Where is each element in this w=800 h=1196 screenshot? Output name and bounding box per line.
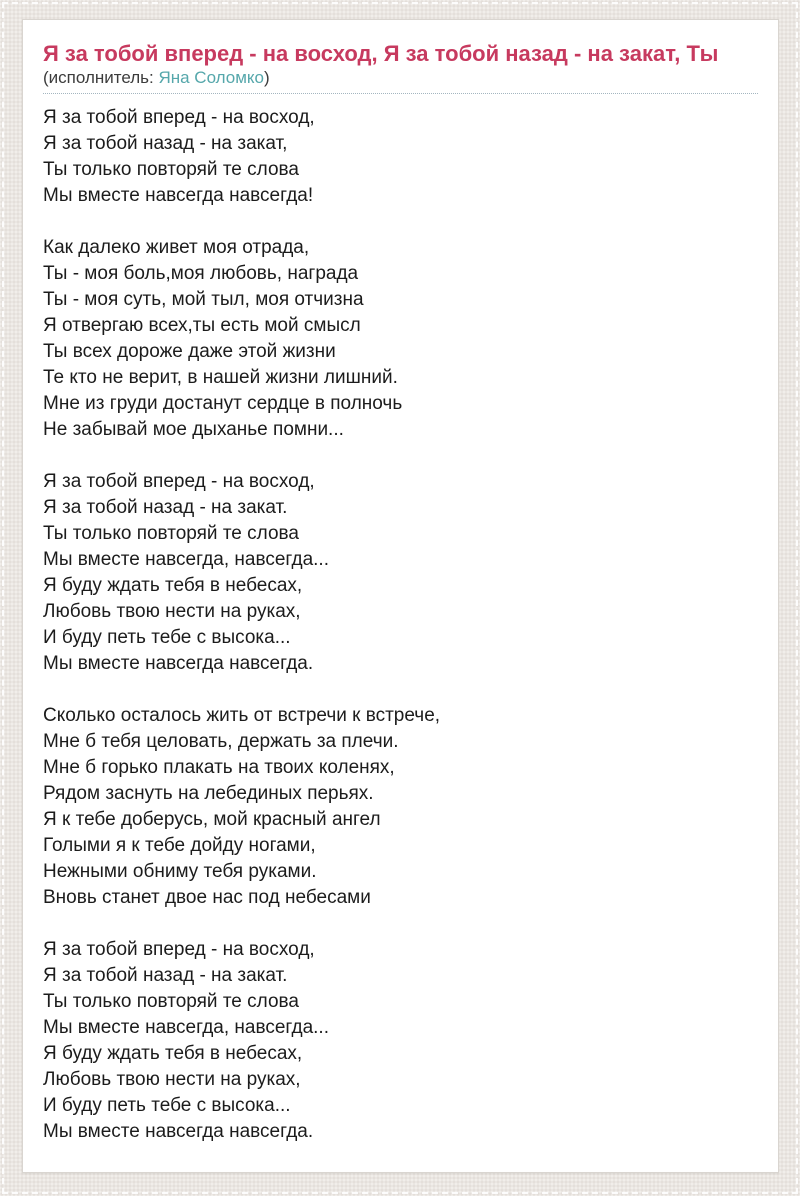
lyric-line: Мы вместе навсегда навсегда. <box>43 653 314 674</box>
stanza-gap <box>43 677 758 703</box>
lyric-line: Ты - моя боль,моя любовь, награда <box>43 263 359 284</box>
lyric-line: Я за тобой вперед - на восход, <box>43 471 315 492</box>
page-title: Я за тобой вперед - на восход, Я за тобой назад - на закат, Ты <box>43 41 719 66</box>
lyric-line: Мы вместе навсегда навсегда! <box>43 185 314 206</box>
lyric-line: Ты всех дороже даже этой жизни <box>43 341 336 362</box>
lyric-line: Мне из груди достанут сердце в полночь <box>43 393 403 414</box>
stanza-gap <box>43 209 758 235</box>
lyric-line: Любовь твою нести на руках, <box>43 1069 301 1090</box>
lyric-line: Те кто не верит, в нашей жизни лишний. <box>43 367 398 388</box>
lyric-line: Мы вместе навсегда, навсегда... <box>43 1017 329 1038</box>
lyric-line: Не забывай мое дыханье помни... <box>43 419 344 440</box>
lyric-line: Голыми я к тебе дойду ногами, <box>43 835 316 856</box>
lyric-line: И буду петь тебе с высока... <box>43 1095 291 1116</box>
lyric-line: Я за тобой назад - на закат. <box>43 965 288 986</box>
artist-link[interactable]: Яна Соломко <box>158 68 265 87</box>
stanza-gap <box>43 911 758 937</box>
lyrics-panel <box>22 19 779 1173</box>
lyric-line: Нежными обниму тебя руками. <box>43 861 317 882</box>
lyric-line: Сколько осталось жить от встречи к встрече, <box>43 705 441 726</box>
lyric-line: Мне б горько плакать на твоих коленях, <box>43 757 395 778</box>
artist-suffix: ) <box>264 68 270 87</box>
lyric-line: Я буду ждать тебя в небесах, <box>43 1043 303 1064</box>
lyric-line: Я за тобой вперед - на восход, <box>43 939 315 960</box>
lyric-line: Вновь станет двое нас под небесами <box>43 887 371 908</box>
lyric-line: Мы вместе навсегда, навсегда... <box>43 549 329 570</box>
artist-prefix: (исполнитель: <box>43 68 159 87</box>
lyric-line: Мы вместе навсегда навсегда. <box>43 1121 314 1142</box>
lyric-line: Мне б тебя целовать, держать за плечи. <box>43 731 399 752</box>
lyric-line: Любовь твою нести на руках, <box>43 601 301 622</box>
lyric-line: Рядом заснуть на лебединых перьях. <box>43 783 374 804</box>
lyric-line: Я за тобой вперед - на восход, <box>43 107 315 128</box>
stanza-gap <box>43 443 758 469</box>
lyric-line: Я к тебе доберусь, мой красный ангел <box>43 809 381 830</box>
artist-line <box>43 67 758 94</box>
lyric-line: Я за тобой назад - на закат, <box>43 133 288 154</box>
lyric-line: Ты только повторяй те слова <box>43 159 299 180</box>
lyric-line: Я буду ждать тебя в небесах, <box>43 575 303 596</box>
lyric-line: Ты - моя суть, мой тыл, моя отчизна <box>43 289 364 310</box>
lyric-line: Ты только повторяй те слова <box>43 991 299 1012</box>
lyric-line: И буду петь тебе с высока... <box>43 627 291 648</box>
lyric-line: Я отвергаю всех,ты есть мой смысл <box>43 315 361 336</box>
lyric-line: Как далеко живет моя отрада, <box>43 237 310 258</box>
lyric-line: Я за тобой назад - на закат. <box>43 497 288 518</box>
lyrics-text <box>43 94 758 1145</box>
lyric-line: Ты только повторяй те слова <box>43 523 299 544</box>
